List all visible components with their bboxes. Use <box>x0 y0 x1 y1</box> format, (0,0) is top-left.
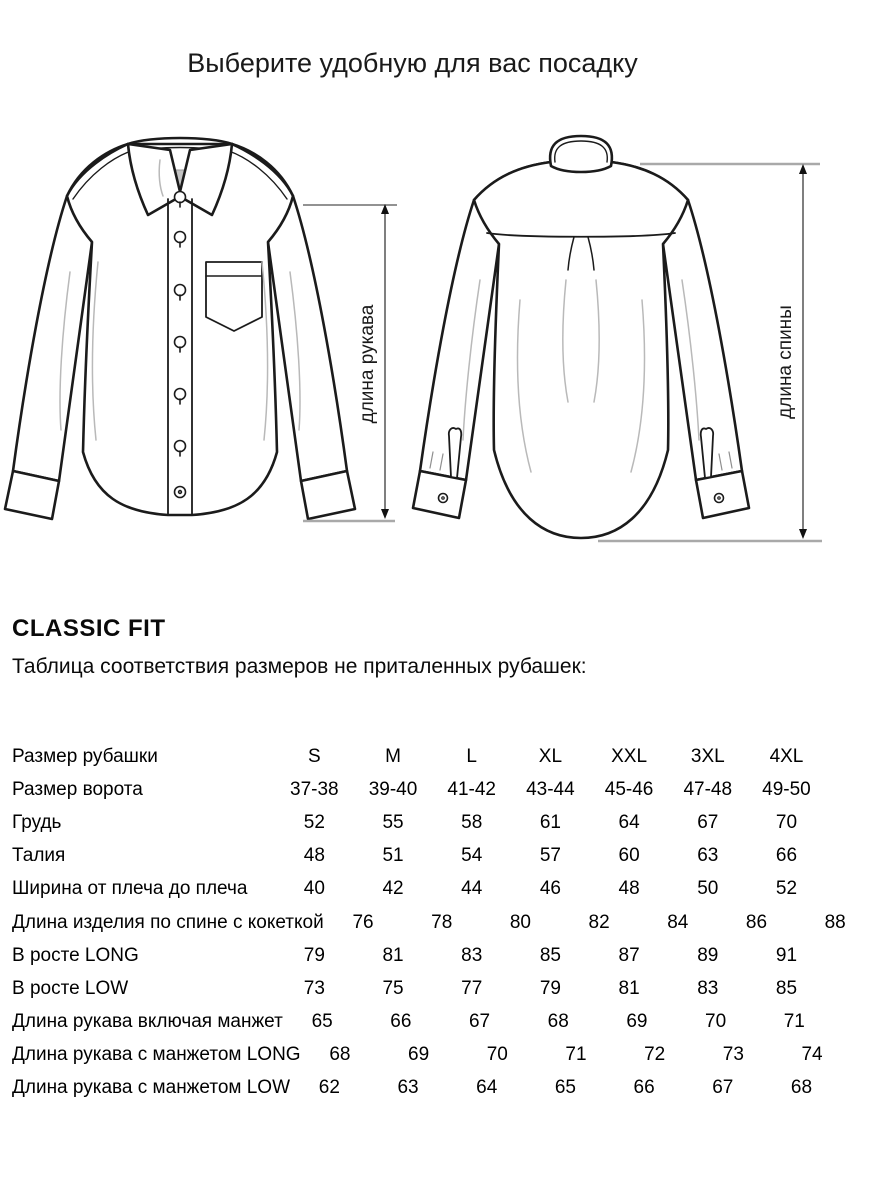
row-value: 52 <box>303 811 325 833</box>
row-label: Талия <box>12 845 66 867</box>
row-value: 50 <box>697 878 719 900</box>
row-value: 51 <box>382 845 404 867</box>
row-value: 83 <box>697 977 719 999</box>
table-row <box>12 740 825 773</box>
row-value: 71 <box>565 1044 587 1066</box>
row-value: 76 <box>352 911 374 933</box>
row-value: 48 <box>618 878 640 900</box>
row-value: 83 <box>461 944 483 966</box>
fit-heading: CLASSIC FIT <box>12 615 166 642</box>
row-value: 61 <box>539 811 561 833</box>
row-value: 39-40 <box>368 778 418 800</box>
row-value: 54 <box>461 845 483 867</box>
row-value: 66 <box>775 845 798 867</box>
row-value: 70 <box>486 1044 508 1066</box>
row-value: 79 <box>539 977 561 999</box>
table-row <box>12 1039 825 1072</box>
row-value: 67 <box>697 811 719 833</box>
row-value: 69 <box>626 1011 648 1033</box>
table-row <box>12 939 825 972</box>
row-value: 89 <box>697 944 719 966</box>
row-value: 68 <box>790 1077 813 1099</box>
row-value: 69 <box>408 1044 430 1066</box>
row-value: 41-42 <box>447 778 497 800</box>
back-length-label: длина спины <box>775 305 796 419</box>
table-row <box>12 906 846 939</box>
row-value: XXL <box>611 745 648 767</box>
row-value: 70 <box>775 811 798 833</box>
row-value: 48 <box>303 845 325 867</box>
row-value: 77 <box>461 977 483 999</box>
table-row <box>12 840 825 873</box>
row-value: 4XL <box>769 745 804 767</box>
row-value: 65 <box>554 1077 576 1099</box>
row-label: Длина рукава с манжетом LOW <box>12 1077 291 1099</box>
row-value: 63 <box>397 1077 419 1099</box>
row-value: 84 <box>667 911 689 933</box>
page-title: Выберите удобную для вас посадку <box>187 48 638 78</box>
row-value: 82 <box>588 911 610 933</box>
table-row <box>12 1072 825 1105</box>
row-label: Длина рукава с манжетом LONG <box>12 1044 301 1066</box>
table-row <box>12 773 825 806</box>
row-value: 88 <box>824 911 846 933</box>
row-label: В росте LONG <box>12 944 139 966</box>
row-value: 55 <box>382 811 404 833</box>
row-value: 73 <box>722 1044 744 1066</box>
row-value: 85 <box>775 977 798 999</box>
table-row <box>12 873 825 906</box>
row-value: 66 <box>633 1077 655 1099</box>
row-value: 64 <box>476 1077 498 1099</box>
table-row <box>12 972 825 1005</box>
row-value: 45-46 <box>604 778 654 800</box>
row-value: 60 <box>618 845 640 867</box>
row-value: 40 <box>303 878 325 900</box>
row-value: 72 <box>644 1044 666 1066</box>
row-value: 52 <box>775 878 798 900</box>
size-table <box>12 740 846 1105</box>
sleeve-length-label: длина рукава <box>357 304 378 424</box>
row-value: 85 <box>539 944 561 966</box>
row-value: 70 <box>705 1011 727 1033</box>
shirt-diagrams <box>0 0 825 600</box>
row-value: 49-50 <box>762 778 811 800</box>
row-value: XL <box>538 745 563 767</box>
row-value: 3XL <box>690 745 725 767</box>
row-value: S <box>308 745 321 767</box>
row-value: 80 <box>509 911 531 933</box>
row-value: 91 <box>775 944 798 966</box>
table-row <box>12 806 825 839</box>
row-value: 62 <box>318 1077 340 1099</box>
row-label: Ширина от плеча до плеча <box>12 878 248 900</box>
row-value: 64 <box>618 811 640 833</box>
row-value: 74 <box>801 1044 823 1066</box>
row-value: 87 <box>618 944 640 966</box>
row-value: 44 <box>461 878 483 900</box>
row-value: 58 <box>461 811 483 833</box>
row-value: 79 <box>303 944 325 966</box>
row-value: 47-48 <box>683 778 733 800</box>
row-label: Длина рукава включая манжет <box>12 1011 283 1033</box>
row-value: 63 <box>697 845 719 867</box>
row-value: 71 <box>783 1011 805 1033</box>
row-value: 65 <box>311 1011 333 1033</box>
row-value: 73 <box>303 977 325 999</box>
row-value: 42 <box>382 878 404 900</box>
row-value: 81 <box>382 944 404 966</box>
shirt-front-drawing <box>5 138 355 519</box>
row-label: Размер рубашки <box>12 745 158 767</box>
row-value: 46 <box>539 878 561 900</box>
row-value: 78 <box>431 911 453 933</box>
row-value: 68 <box>329 1044 351 1066</box>
row-label: В росте LOW <box>12 977 129 999</box>
row-label: Длина изделия по спине с кокеткой <box>12 911 324 933</box>
row-value: 37-38 <box>290 778 339 800</box>
table-row <box>12 1006 825 1039</box>
row-value: 57 <box>539 845 561 867</box>
row-label: Грудь <box>12 811 62 833</box>
fit-subtitle: Таблица соответствия размеров не приталенных рубашек: <box>12 655 587 678</box>
row-value: 68 <box>547 1011 569 1033</box>
row-value: 75 <box>382 977 404 999</box>
row-value: 66 <box>390 1011 412 1033</box>
row-value: 81 <box>618 977 640 999</box>
row-value: 67 <box>468 1011 491 1033</box>
row-value: L <box>466 745 477 767</box>
row-value: 67 <box>712 1077 734 1099</box>
row-value: 43-44 <box>526 778 575 800</box>
row-value: 86 <box>745 911 768 933</box>
row-label: Размер ворота <box>12 778 143 800</box>
row-value: M <box>385 745 401 767</box>
